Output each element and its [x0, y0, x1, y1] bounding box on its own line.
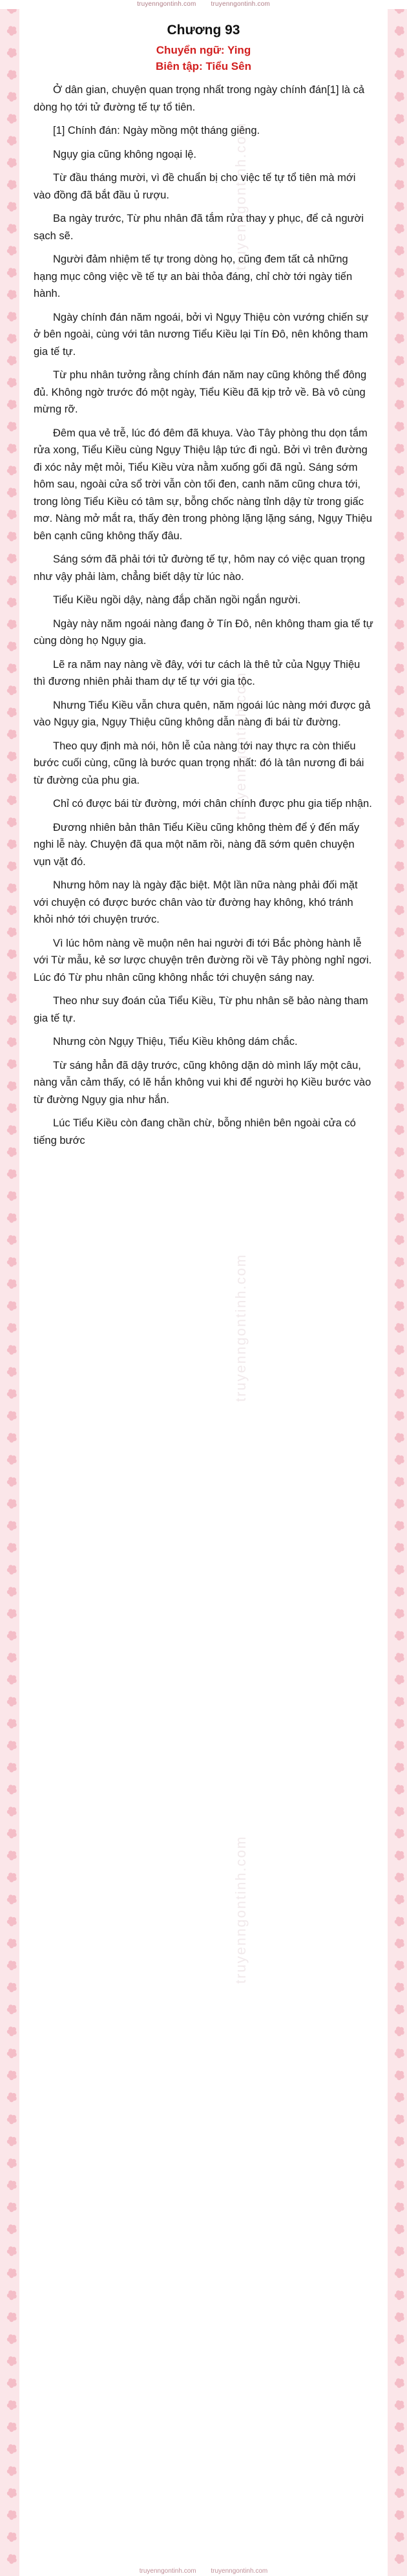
- flower-icon: [395, 751, 404, 760]
- flower-icon: [7, 378, 16, 387]
- flower-icon: [7, 422, 16, 431]
- flower-icon: [7, 1653, 16, 1662]
- flower-icon: [7, 553, 16, 563]
- paragraph: Sáng sớm đã phải tới tử đường tế tự, hôm nay có việc quan trọng như vậy phải làm, chẳng biết dậy từ lúc nào.: [34, 553, 365, 583]
- flower-icon: [7, 2532, 16, 2541]
- flower-icon: [395, 114, 404, 123]
- flower-icon: [395, 1565, 404, 1574]
- flower-icon: [7, 883, 16, 892]
- flower-icon: [395, 1081, 404, 1090]
- flower-icon: [395, 2422, 404, 2431]
- flower-icon: [7, 2356, 16, 2365]
- flower-icon: [395, 246, 404, 255]
- flower-icon: [395, 2202, 404, 2211]
- flower-icon: [7, 26, 16, 35]
- flower-icon: [395, 927, 404, 936]
- decorative-border-left: [0, 0, 19, 2576]
- flower-icon: [7, 927, 16, 936]
- watermark-text-1: truyenngontinh.com: [233, 122, 249, 270]
- flower-icon: [395, 356, 404, 365]
- flower-icon: [395, 378, 404, 387]
- flower-icon: [7, 2026, 16, 2035]
- flower-icon: [7, 641, 16, 650]
- flower-icon: [7, 400, 16, 409]
- flower-icon: [7, 1037, 16, 1046]
- flower-icon: [395, 1675, 404, 1684]
- watermark-text-2: truyenngontinh.com: [233, 671, 249, 820]
- footnote: [1] Chính đán: Ngày mồng một tháng giêng.: [53, 125, 260, 136]
- flower-icon: [395, 70, 404, 79]
- flower-icon: [395, 2532, 404, 2541]
- flower-icon: [7, 158, 16, 167]
- flower-icon: [7, 1257, 16, 1266]
- paragraph: Lẽ ra năm nay nàng về đây, với tư cách là thê tử của Ngụy Thiệu thì đương nhiên phải tham dự tế tự với gia tộc.: [34, 658, 360, 687]
- flower-icon: [395, 1433, 404, 1442]
- paragraph: Người đảm nhiệm tế tự trong dòng họ, cũng đem tất cả những hạng mục công việc về tế tự an bài thỏa đáng, chỉ chờ tới ngày tiến hành.: [34, 253, 353, 299]
- flower-icon: [395, 553, 404, 563]
- flower-icon: [395, 1894, 404, 1904]
- paragraph: Ngụy gia cũng không ngoại lệ.: [53, 148, 196, 160]
- flower-icon: [395, 1323, 404, 1332]
- paragraph: Đêm qua vẻ trễ, lúc đó đêm đã khuya. Vào Tây phòng thu dọn tắm rửa xong, Tiểu Kiều cùng Ngụy Thiệu lập tức đi ngủ. Bởi vì trên đường đi xóc nảy mệt mỏi, Tiểu Kiều vừa nằm xuống gối đã ngủ. Sáng sớm hôm sau, ngoài cửa sổ trời vẫn còn tối đen, canh năm cũng chưa tới, trong lòng Tiểu Kiều có tâm sự, bỗng chốc nàng tỉnh dậy từ trong giấc mơ. Nàng mở mắt ra, thấy đèn trong phòng lặng lặng sáng, Ngụy Thiệu bên cạnh cũng không thấy đâu.: [34, 427, 372, 542]
- flower-icon: [7, 575, 16, 585]
- flower-icon: [7, 224, 16, 233]
- footer-link-right[interactable]: truyenngontinh.com: [211, 2568, 268, 2575]
- flower-icon: [7, 839, 16, 848]
- flower-icon: [395, 1785, 404, 1794]
- flower-icon: [7, 2378, 16, 2387]
- flower-icon: [395, 466, 404, 475]
- flower-icon: [395, 1015, 404, 1024]
- flower-icon: [395, 1851, 404, 1860]
- flower-icon: [395, 1345, 404, 1354]
- flower-icon: [395, 1960, 404, 1970]
- flower-icon: [395, 1279, 404, 1288]
- flower-icon: [395, 729, 404, 738]
- flower-icon: [7, 1697, 16, 1706]
- flower-icon: [7, 1829, 16, 1838]
- flower-icon: [395, 510, 404, 519]
- flower-icon: [395, 817, 404, 826]
- flower-icon: [7, 597, 16, 606]
- flower-icon: [395, 2114, 404, 2123]
- flower-icon: [395, 2180, 404, 2189]
- flower-icon: [395, 1938, 404, 1948]
- flower-icon: [395, 2378, 404, 2387]
- flower-icon: [7, 268, 16, 277]
- flower-icon: [395, 444, 404, 453]
- flower-icon: [395, 2136, 404, 2145]
- topbar-link-left[interactable]: truyenngontinh.com: [137, 1, 196, 8]
- flower-icon: [7, 488, 16, 497]
- flower-icon: [7, 290, 16, 299]
- flower-icon: [7, 1851, 16, 1860]
- flower-icon: [7, 1213, 16, 1222]
- flower-icon: [395, 1103, 404, 1112]
- paragraph: Từ sáng hẳn đã dậy trước, cũng không dặn dò mình lấy một câu, nàng vẫn cảm thấy, có lẽ hắn không vui khi để người họ Kiều bước vào từ đường Ngụy gia như hắn.: [34, 1059, 371, 1106]
- flower-icon: [7, 1763, 16, 1772]
- flower-icon: [7, 1587, 16, 1596]
- flower-icon: [395, 26, 404, 35]
- flower-icon: [7, 2334, 16, 2343]
- flower-icon: [7, 1477, 16, 1486]
- flower-icon: [395, 619, 404, 628]
- flower-icon: [395, 1257, 404, 1266]
- flower-icon: [7, 2268, 16, 2277]
- editor-credit: Biên tập: Tiểu Sên: [156, 60, 251, 72]
- flower-icon: [395, 2444, 404, 2453]
- paragraph: Lúc Tiểu Kiều còn đang chần chừ, bỗng nhiên bên ngoài cửa có tiếng bước: [34, 1117, 356, 1146]
- flower-icon: [395, 1059, 404, 1068]
- flower-icon: [7, 1279, 16, 1288]
- flower-icon: [7, 861, 16, 870]
- flower-icon: [395, 2290, 404, 2299]
- flower-icon: [7, 1543, 16, 1552]
- flower-icon: [395, 905, 404, 914]
- flower-icon: [7, 246, 16, 255]
- flower-icon: [395, 1213, 404, 1222]
- flower-icon: [395, 1916, 404, 1926]
- paragraph: Nhưng hôm nay là ngày đặc biệt. Một lần nữa nàng phải đối mặt với chuyện có được bước chân vào từ đường hay không, khó tránh khỏi nhớ tới chuyện trước.: [34, 879, 358, 925]
- flower-icon: [7, 70, 16, 79]
- flower-icon: [7, 1719, 16, 1728]
- flower-icon: [395, 136, 404, 145]
- flower-icon: [7, 1103, 16, 1112]
- flower-icon: [7, 1960, 16, 1970]
- flower-icon: [7, 949, 16, 958]
- flower-icon: [7, 1081, 16, 1090]
- flower-icon: [7, 1785, 16, 1794]
- flower-icon: [395, 1587, 404, 1596]
- flower-icon: [395, 2400, 404, 2409]
- paragraph: Ở dân gian, chuyện quan trọng nhất trong ngày chính đán[1] là cả dòng họ tới tử đường tế tự tổ tiên.: [34, 84, 364, 113]
- flower-icon: [7, 1521, 16, 1530]
- flower-icon: [395, 290, 404, 299]
- flower-icon: [7, 114, 16, 123]
- flower-icon: [395, 1389, 404, 1398]
- flower-icon: [395, 2488, 404, 2497]
- flower-icon: [7, 1059, 16, 1068]
- flower-icon: [7, 1675, 16, 1684]
- flower-icon: [395, 575, 404, 585]
- paragraph: Ngày này năm ngoái nàng đang ở Tín Đô, nên không tham gia tế tự cùng dòng họ Ngụy gia.: [34, 617, 373, 647]
- flower-icon: [7, 2158, 16, 2167]
- flower-icon: [395, 1235, 404, 1244]
- flower-icon: [7, 2488, 16, 2497]
- flower-icon: [395, 1191, 404, 1200]
- paragraph: Nhưng còn Ngụy Thiệu, Tiểu Kiều không dám chắc.: [53, 1036, 298, 1047]
- flower-icon: [7, 312, 16, 321]
- footer-link-left[interactable]: truyenngontinh.com: [139, 2568, 196, 2575]
- flower-icon: [7, 2048, 16, 2057]
- flower-icon: [7, 685, 16, 694]
- flower-icon: [7, 1499, 16, 1508]
- watermark-text-4: truyenngontinh.com: [233, 1835, 249, 1984]
- flower-icon: [7, 2202, 16, 2211]
- flower-icon: [7, 1191, 16, 1200]
- flower-icon: [395, 971, 404, 980]
- flower-icon: [7, 1125, 16, 1134]
- flower-icon: [395, 2158, 404, 2167]
- flower-icon: [7, 1873, 16, 1882]
- paragraph: Theo như suy đoán của Tiểu Kiều, Từ phu nhân sẽ bảo nàng tham gia tế tự.: [34, 995, 368, 1024]
- flower-icon: [395, 488, 404, 497]
- flower-icon: [395, 48, 404, 57]
- flower-icon: [7, 1389, 16, 1398]
- flower-icon: [395, 1719, 404, 1728]
- flower-icon: [395, 2356, 404, 2365]
- flower-icon: [395, 334, 404, 343]
- flower-icon: [7, 92, 16, 101]
- flower-icon: [395, 1455, 404, 1464]
- flower-icon: [7, 1982, 16, 1991]
- paragraph: Nhưng Tiểu Kiều vẫn chưa quên, năm ngoái lúc nàng mới được gả vào Ngụy gia, Ngụy Thiệu cũng không dẫn nàng đi bái từ đường.: [34, 699, 371, 728]
- flower-icon: [7, 2246, 16, 2255]
- flower-icon: [7, 2510, 16, 2519]
- watermark-text-3: truyenngontinh.com: [233, 1253, 249, 1402]
- flower-icon: [395, 1301, 404, 1310]
- flower-icon: [7, 619, 16, 628]
- flower-icon: [7, 1609, 16, 1618]
- flower-icon: [7, 1235, 16, 1244]
- topbar-link-right[interactable]: truyenngontinh.com: [211, 1, 270, 8]
- flower-icon: [395, 1653, 404, 1662]
- flower-icon: [395, 1147, 404, 1156]
- flower-icon: [395, 2466, 404, 2475]
- flower-icon: [395, 1169, 404, 1178]
- flower-icon: [395, 1873, 404, 1882]
- article-content: [19, 9, 388, 2576]
- flower-icon: [7, 1807, 16, 1816]
- flower-icon: [7, 180, 16, 189]
- flower-icon: [7, 1631, 16, 1640]
- flower-icon: [395, 422, 404, 431]
- paragraph: Từ phu nhân tưởng rằng chính đán năm nay cũng không thể đông đủ. Không ngờ trước đó một ngày, Tiểu Kiều đã kịp trở về. Bà vô cùng mừng rỡ.: [34, 369, 367, 415]
- flower-icon: [7, 2312, 16, 2321]
- flower-icon: [7, 1433, 16, 1442]
- flower-icon: [395, 685, 404, 694]
- flower-icon: [395, 1982, 404, 1991]
- flower-icon: [7, 2114, 16, 2123]
- flower-icon: [395, 1125, 404, 1134]
- flower-icon: [395, 1037, 404, 1046]
- flower-icon: [7, 773, 16, 782]
- flower-icon: [7, 2070, 16, 2079]
- flower-icon: [395, 2334, 404, 2343]
- flower-icon: [7, 2004, 16, 2013]
- flower-icon: [7, 2290, 16, 2299]
- flower-icon: [7, 136, 16, 145]
- flower-icon: [395, 1521, 404, 1530]
- flower-icon: [395, 2246, 404, 2255]
- flower-icon: [7, 48, 16, 57]
- flower-icon: [7, 1015, 16, 1024]
- flower-icon: [7, 531, 16, 541]
- flower-icon: [395, 2554, 404, 2563]
- flower-icon: [395, 224, 404, 233]
- flower-icon: [395, 1499, 404, 1508]
- flower-icon: [395, 1367, 404, 1376]
- flower-icon: [395, 1609, 404, 1618]
- flower-icon: [395, 993, 404, 1002]
- flower-icon: [7, 2400, 16, 2409]
- paragraph: Vì lúc hôm nàng về muộn nên hai người đi tới Bắc phòng hành lễ với Từ mẫu, kẻ sơ lược chuyện trên đường rồi về Tây phòng nghỉ ngơi. Lúc đó Từ phu nhân cũng không nhắc tới chuyện sáng nay.: [34, 937, 372, 983]
- flower-icon: [7, 1455, 16, 1464]
- flower-icon: [7, 2092, 16, 2101]
- flower-icon: [395, 663, 404, 672]
- flower-icon: [395, 2268, 404, 2277]
- flower-icon: [395, 1631, 404, 1640]
- flower-icon: [395, 2224, 404, 2233]
- flower-icon: [7, 444, 16, 453]
- flower-icon: [7, 707, 16, 716]
- flower-icon: [7, 971, 16, 980]
- flower-icon: [7, 1916, 16, 1926]
- flower-icon: [395, 2092, 404, 2101]
- flower-icon: [395, 312, 404, 321]
- flower-icon: [395, 1411, 404, 1420]
- flower-icon: [7, 334, 16, 343]
- flower-icon: [7, 2444, 16, 2453]
- flower-icon: [395, 2510, 404, 2519]
- flower-icon: [7, 2136, 16, 2145]
- flower-icon: [7, 1938, 16, 1948]
- paragraph: Tiểu Kiều ngồi dậy, nàng đắp chăn ngồi ngắn người.: [53, 594, 301, 606]
- flower-icon: [7, 1741, 16, 1750]
- flower-icon: [395, 2048, 404, 2057]
- flower-icon: [395, 1543, 404, 1552]
- flower-icon: [395, 180, 404, 189]
- flower-icon: [7, 795, 16, 804]
- flower-icon: [7, 510, 16, 519]
- translator-credit: Chuyển ngữ: Ying: [156, 44, 251, 56]
- flower-icon: [7, 2466, 16, 2475]
- flower-icon: [7, 1345, 16, 1354]
- flower-icon: [7, 751, 16, 760]
- paragraph: Đương nhiên bản thân Tiểu Kiều cũng không thèm để ý đến mấy nghi lễ này. Chuyện đã qua một năm rồi, nàng đã sớm quên chuyện vụn vặt đó.: [34, 821, 360, 868]
- decorative-border-right: [388, 0, 407, 2576]
- chapter-title: Chương 93: [167, 23, 240, 38]
- flower-icon: [395, 2004, 404, 2013]
- flower-icon: [395, 839, 404, 848]
- flower-icon: [7, 905, 16, 914]
- flower-icon: [395, 400, 404, 409]
- flower-icon: [395, 202, 404, 211]
- flower-icon: [7, 2422, 16, 2431]
- flower-icon: [7, 1894, 16, 1904]
- flower-icon: [7, 2224, 16, 2233]
- flower-icon: [395, 861, 404, 870]
- site-footer: [0, 2568, 407, 2575]
- paragraph: Ba ngày trước, Từ phu nhân đã tắm rửa thay y phục, để cả người sạch sẽ.: [34, 213, 364, 242]
- flower-icon: [395, 268, 404, 277]
- flower-icon: [395, 795, 404, 804]
- article-header: [19, 16, 388, 76]
- flower-icon: [395, 2070, 404, 2079]
- flower-icon: [7, 1367, 16, 1376]
- flower-icon: [395, 1763, 404, 1772]
- flower-icon: [7, 729, 16, 738]
- flower-icon: [7, 1565, 16, 1574]
- flower-icon: [395, 531, 404, 541]
- flower-icon: [395, 773, 404, 782]
- flower-icon: [395, 707, 404, 716]
- flower-icon: [7, 2180, 16, 2189]
- flower-icon: [395, 949, 404, 958]
- site-topbar: [0, 0, 407, 9]
- paragraph: Từ đầu tháng mười, vì đề chuẩn bị cho việc tế tự tổ tiên mà mới vào đồng đã bắt đầu ủ rượu.: [34, 172, 356, 201]
- flower-icon: [7, 202, 16, 211]
- flower-icon: [7, 1411, 16, 1420]
- paragraph: Chỉ có được bái từ đường, mới chân chính được phu gia tiếp nhận.: [53, 798, 372, 810]
- flower-icon: [395, 2026, 404, 2035]
- flower-icon: [7, 1169, 16, 1178]
- flower-icon: [395, 641, 404, 650]
- flower-icon: [7, 817, 16, 826]
- flower-icon: [7, 1323, 16, 1332]
- flower-icon: [395, 1829, 404, 1838]
- flower-icon: [7, 356, 16, 365]
- flower-icon: [7, 466, 16, 475]
- flower-icon: [7, 2554, 16, 2563]
- flower-icon: [7, 1301, 16, 1310]
- flower-icon: [395, 1697, 404, 1706]
- flower-icon: [7, 663, 16, 672]
- flower-icon: [395, 2312, 404, 2321]
- paragraph: Theo quy định mà nói, hôn lễ của nàng tới nay thực ra còn thiếu bước cuối cùng, cũng là bước quan trọng nhất: đó là tân nương đi bái từ đường của phu gia.: [34, 740, 364, 786]
- flower-icon: [395, 1807, 404, 1816]
- flower-icon: [395, 883, 404, 892]
- flower-icon: [395, 158, 404, 167]
- flower-icon: [7, 993, 16, 1002]
- flower-icon: [395, 597, 404, 606]
- flower-icon: [7, 1147, 16, 1156]
- chapter-body: [19, 76, 388, 1984]
- flower-icon: [395, 1741, 404, 1750]
- flower-icon: [395, 92, 404, 101]
- paragraph: Ngày chính đán năm ngoái, bởi vì Ngụy Thiệu còn vướng chiến sự ở bên ngoài, cùng với tân nương Tiểu Kiều lại Tín Đô, nên không tham gia tế tự.: [34, 311, 369, 358]
- flower-icon: [395, 1477, 404, 1486]
